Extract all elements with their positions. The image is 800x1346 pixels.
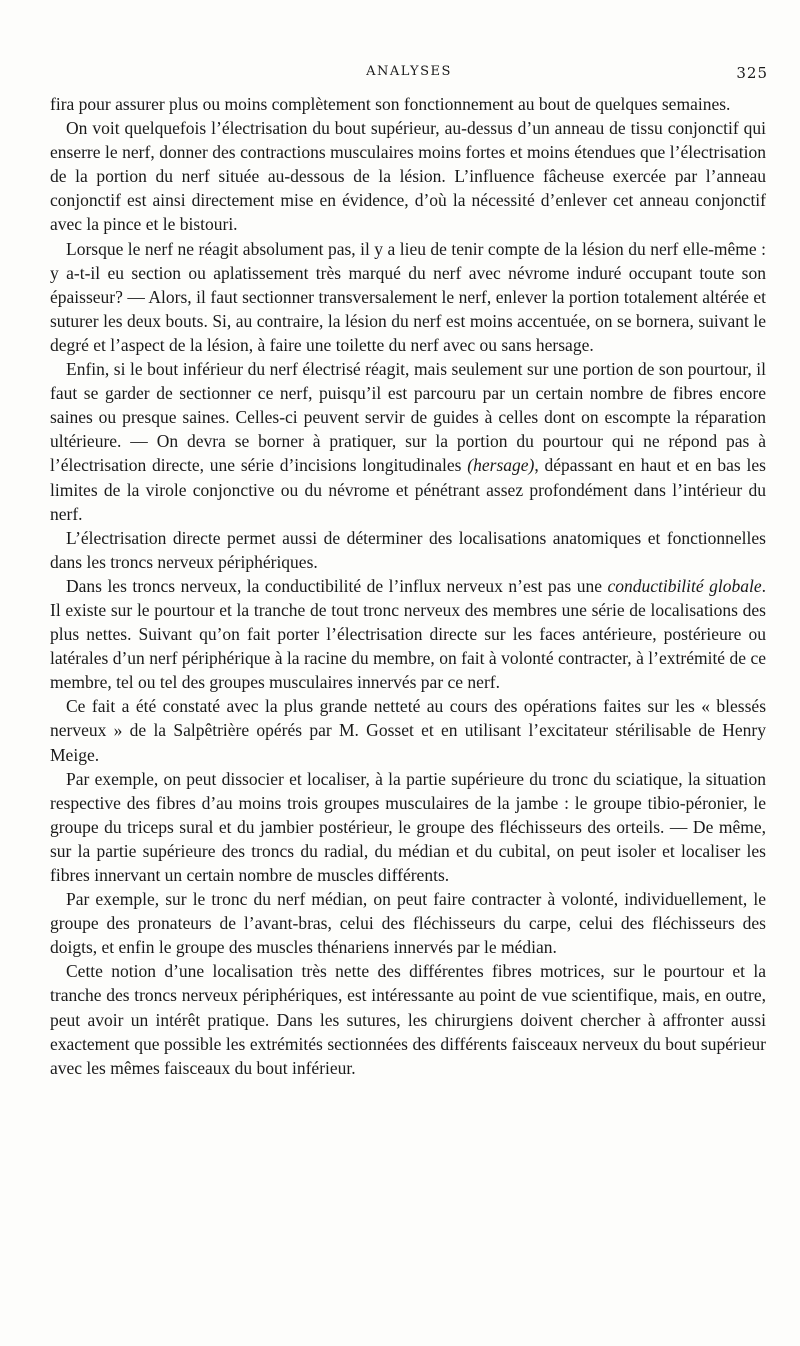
paragraph-text: On voit quelquefois l’électrisation du bout supérieur, au-dessus d’un anneau de tissu conjonctif qui enserre le nerf, donner des contractions musculaires moins fortes et moins étendues que l’électrisation de la portion du nerf située au-dessous de la lésion. L’influence fâcheuse exercée par l’anneau conjonctif est ainsi directement mise en évidence, d’où la nécessité d’enlever cet anneau conjonctif avec la pince et le bistouri.: [50, 118, 766, 235]
paragraph-text: Enfin, si le bout inférieur du nerf électrisé réagit, mais seulement sur une portion de son pourtour, il faut se garder de sectionner ce nerf, puisqu’il est parcouru par un certain nombre de fibres encore saines ou presque saines. Celles-ci peuvent servir de guides à celles dont on escompte la réparation ultérieure. — On devra se borner à pratiquer, sur la portion du pourtour qui ne répond pas à l’électrisation directe, une série d’incisions longitudinales: [50, 359, 766, 476]
article-body: [50, 92, 766, 1080]
paragraph: [50, 959, 766, 1079]
italic-term: (hersage): [467, 455, 535, 476]
paragraph-text: Par exemple, sur le tronc du nerf médian, on peut faire contracter à volonté, individuellement, le groupe des pronateurs de l’avant-bras, celui des fléchisseurs du carpe, celui des fléchisseurs des doigts, et enfin le groupe des muscles thénariens innervés par le médian.: [50, 889, 766, 958]
paragraph-text: Par exemple, on peut dissocier et localiser, à la partie supérieure du tronc du sciatique, la situation respective des fibres d’au moins trois groupes musculaires de la jambe : le groupe tibio-péronier, le groupe du triceps sural et du jambier postérieur, le groupe des fléchisseurs des orteils. — De même, sur la partie supérieure des troncs du radial, du médian et du cubital, on peut isoler et localiser les fibres innervant un certain nombre de muscles différents.: [50, 768, 766, 885]
paragraph: [50, 887, 766, 959]
paragraph-text: Dans les troncs nerveux, la conductibilité de l’influx nerveux n’est pas une: [66, 575, 608, 596]
paragraph-text: fira pour assurer plus ou moins complètement son fonctionnement au bout de quelques semaines.: [50, 94, 731, 114]
paragraph-text: L’électrisation directe permet aussi de déterminer des localisations anatomiques et fonctionnelles dans les troncs nerveux périphériques.: [50, 527, 766, 572]
paragraph-text: . Il existe sur le pourtour et la tranche de tout tronc nerveux des membres une série de localisations des plus nettes. Suivant qu’on fait porter l’électrisation directe sur les faces antérieure, postérieure ou latérales d’un nerf périphérique à la racine du membre, on fait à volonté contracter, à l’extrémité de ce membre, tel ou tel des groupes musculaires innervés par ce nerf.: [50, 575, 767, 693]
paragraph: [50, 92, 766, 116]
italic-term: conductibilité globale: [607, 575, 762, 596]
running-title: ANALYSES: [366, 64, 452, 79]
paragraph: [50, 694, 766, 766]
paragraph: [50, 526, 766, 574]
running-header: [50, 64, 768, 86]
paragraph-text: , dépassant en haut et en bas les limites de la virole conjonctive ou du névrome et pénétrant assez profondément dans l’intérieur du nerf.: [50, 455, 766, 524]
paragraph-text: Cette notion d’une localisation très nette des différentes fibres motrices, sur le pourtour et la tranche des troncs nerveux périphériques, est intéressante au point de vue scientifique, mais, en outre, peut avoir un intérêt pratique. Dans les sutures, les chirurgiens doivent chercher à affronter aussi exactement que possible les extrémités sectionnées des différents faisceaux nerveux du bout supérieur avec les mêmes faisceaux du bout inférieur.: [50, 961, 766, 1078]
paragraph-text: Lorsque le nerf ne réagit absolument pas, il y a lieu de tenir compte de la lésion du nerf elle-même : y a-t-il eu section ou aplatissement très marqué du nerf avec névrome induré occupant toute son épaisseur? — Alors, il faut sectionner transversalement le nerf, enlever la portion totalement altérée et suturer les deux bouts. Si, au contraire, la lésion du nerf est moins accentuée, on se bornera, suivant le degré et l’aspect de la lésion, à faire une toilette du nerf avec ou sans hersage.: [50, 238, 766, 355]
paragraph: [50, 574, 766, 694]
paragraph: [50, 357, 766, 526]
paragraph: [50, 116, 766, 236]
paragraph-text: Ce fait a été constaté avec la plus grande netteté au cours des opérations faites sur les « blessés nerveux » de la Salpêtrière opérés par M. Gosset et en utilisant l’excitateur stérilisable de Henry Meige.: [50, 696, 766, 765]
page-number: 325: [736, 64, 768, 82]
paragraph: [50, 767, 766, 887]
paragraph: [50, 237, 766, 357]
